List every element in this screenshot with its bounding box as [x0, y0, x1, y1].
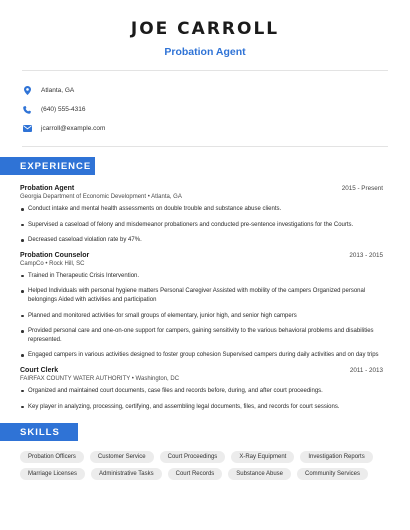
skill-tag: Administrative Tasks: [91, 468, 162, 480]
job-entry-title: Probation Counselor: [20, 251, 90, 259]
job-entry-dates: 2011 - 2013: [349, 366, 383, 374]
job-entry-dates: 2013 - 2015: [349, 251, 383, 259]
job-entry: [20, 367, 383, 411]
job-title: Probation Agent: [164, 46, 246, 58]
phone-text: (640) 555-4316: [41, 106, 86, 113]
job-bullet: Trained in Therapeutic Crisis Intervention.: [20, 272, 383, 281]
experience-list: [0, 175, 410, 411]
job-entry-title: Court Clerk: [20, 366, 59, 374]
skill-tag: Customer Service: [90, 451, 154, 463]
job-bullet: Provided personal care and one-on-one support for campers, gaining sensitivity to the various behavioral problems and disabilities represented.: [20, 327, 383, 344]
job-bullets: [20, 387, 383, 411]
skills-list: [0, 441, 410, 480]
job-bullets: [20, 272, 383, 360]
skill-tag: Probation Officers: [20, 451, 84, 463]
job-header: [20, 252, 383, 259]
contact-divider: [22, 146, 388, 147]
skill-tag: Marriage Licenses: [20, 468, 85, 480]
skill-tag: Investigation Reports: [300, 451, 372, 463]
job-entry-dates: 2015 - Present: [341, 185, 383, 192]
job-bullets: [20, 205, 383, 245]
map-pin-icon: [22, 86, 32, 96]
contact-email: [22, 119, 388, 138]
job-bullet: Engaged campers in various activities designed to foster group cohesion Supervised campers during daily activities and on day trips: [20, 351, 383, 360]
skill-tag: Court Records: [168, 468, 223, 480]
job-entry-org: CampCo • Rock Hill, SC: [20, 260, 85, 267]
job-header: [20, 185, 383, 192]
contact-location: [22, 81, 388, 100]
skill-tag: Court Proceedings: [160, 451, 226, 463]
contact-phone: [22, 100, 388, 119]
job-entry: [20, 185, 383, 245]
job-bullet: Organized and maintained court documents, case files and records before, during, and after court proceedings.: [20, 387, 383, 396]
email-text: jcarroll@example.com: [41, 125, 106, 132]
job-entry-org: Georgia Department of Economic Development • Atlanta, GA: [20, 194, 182, 200]
experience-heading: EXPERIENCE: [0, 157, 95, 175]
envelope-icon: [22, 124, 32, 134]
job-entry: [20, 252, 383, 360]
job-bullet: Planned and monitored activities for small groups of elementary, junior high, and senior high campers: [20, 312, 383, 321]
skills-heading: SKILLS: [0, 423, 78, 441]
job-bullet: Helped Individuals with personal hygiene matters Personal Caregiver Assisted with mobility of the campers Organized personal belongings Aided with activities and participation: [20, 287, 383, 304]
candidate-name: JOE CARROLL: [130, 19, 280, 39]
skill-tag: X-Ray Equipment: [231, 451, 294, 463]
job-bullet: Conduct intake and mental health assessments on double trouble and substance abuse clients.: [20, 205, 383, 214]
job-entry-title: Probation Agent: [20, 185, 75, 192]
location-text: Atlanta, GA: [41, 87, 75, 94]
phone-icon: [22, 105, 32, 115]
contact-info: [0, 71, 410, 146]
job-header: [20, 367, 383, 374]
job-entry-org: FAIRFAX COUNTY WATER AUTHORITY • Washington, DC: [20, 375, 180, 382]
resume-header: [0, 0, 410, 58]
job-bullet: Key player in analyzing, processing, certifying, and assembling legal documents, files, and records for court sessions.: [20, 403, 383, 412]
skill-tag: Substance Abuse: [228, 468, 291, 480]
skill-tag: Community Services: [297, 468, 368, 480]
job-bullet: Supervised a caseload of felony and misdemeanor probationers and conducted pre-sentence investigations for the Courts.: [20, 221, 383, 230]
job-bullet: Decreased caseload violation rate by 47%.: [20, 236, 383, 245]
